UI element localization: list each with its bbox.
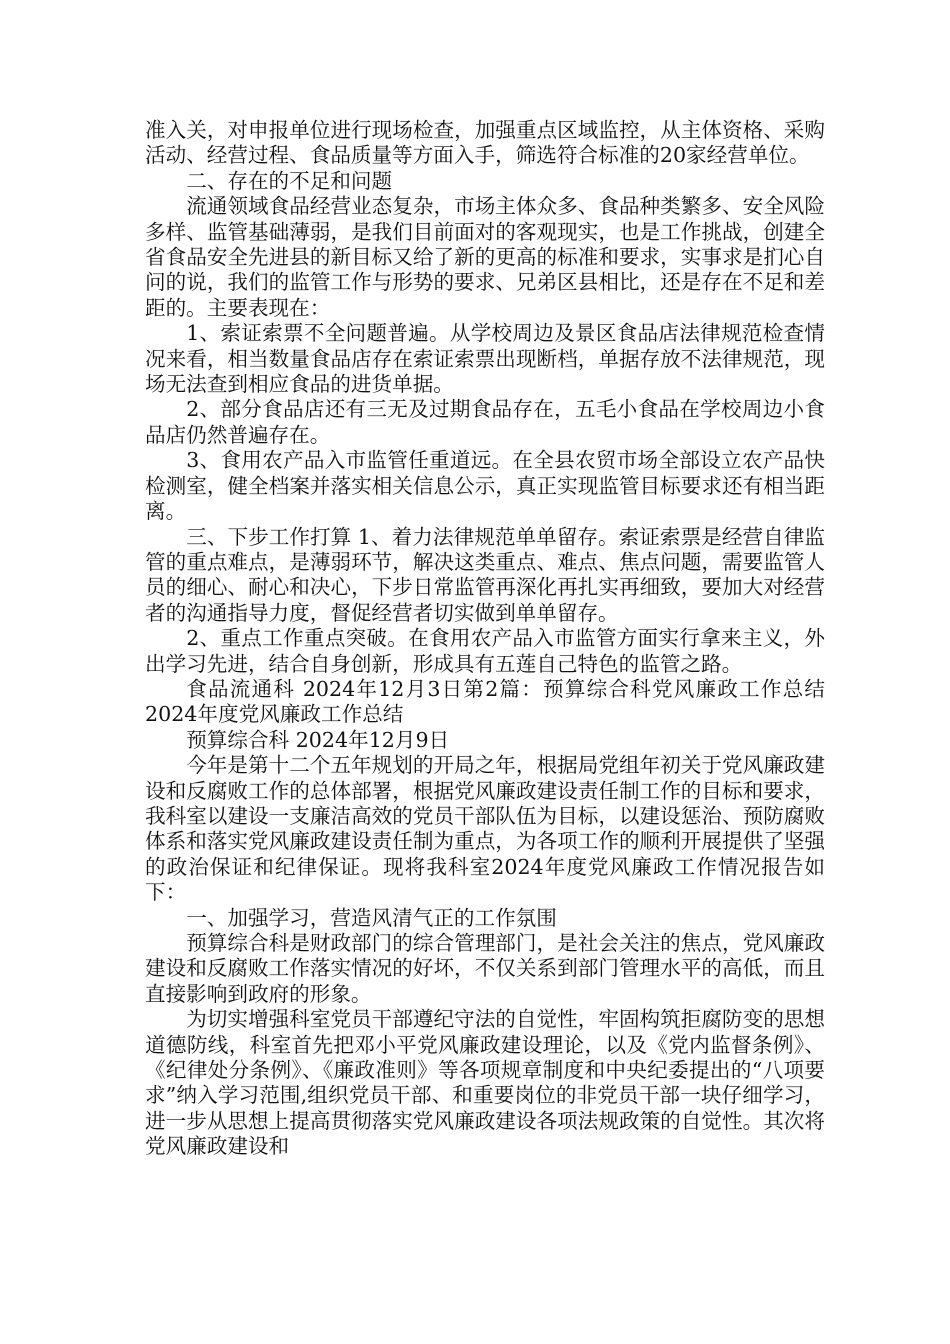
paragraph-7: 三、下步工作打算 1、着力法律规范单单留存。索证索票是经营自律监管的重点难点，是薄弱环节，解决这类重点、难点、焦点问题，需要监管人员的细心、耐心和决心，下步日常监管再深化再扎实再细致，要加大对经营者的沟通指导力度，督促经营者切实做到单单留存。 <box>145 524 825 625</box>
department-date-line: 预算综合科 2024年12月9日 <box>186 727 450 752</box>
paragraph-3: 流通领域食品经营业态复杂，市场主体众多、食品种类繁多、安全风险多样、监管基础薄弱，是我们目前面对的客观现实，也是工作挑战，创建全省食品安全先进县的新目标又给了新的更高的标准和要求，实事求是扪心自问的说，我们的监管工作与形势的要求、兄弟区县相比，还是存在不足和差距的。主要表现在： <box>145 194 825 320</box>
paragraph-6: 3、食用农产品入市监管任重道远。在全县农贸市场全部设立农产品快检测室，健全档案并落实相关信息公示，真正实现监管目标要求还有相当距离。 <box>145 448 825 524</box>
paragraph-13: 预算综合科是财政部门的综合管理部门，是社会关注的焦点，党风廉政建设和反腐败工作落实情况的好坏，不仅关系到部门管理水平的高低，而且直接影响到政府的形象。 <box>145 931 825 1006</box>
paragraph-14: 为切实增强科室党员干部遵纪守法的自觉性，牢固构筑拒腐防变的思想道德防线，科室首先把邓小平党风廉政建设理论，以及《党内监督条例》、《纪律处分条例》、《廉政准则》等各项规章制度和中央纪委提出的“八项要求”纳入学习范围,组织党员干部、和重要岗位的非党员干部一块仔细学习，进一步从思想上提高贯彻落实党风廉政建设各项法规政策的自觉性。其次将党风廉政建设和 <box>145 1007 825 1159</box>
document-page <box>145 118 825 1160</box>
paragraph-5: 2、部分食品店还有三无及过期食品存在，五毛小食品在学校周边小食品店仍然普遍存在。 <box>145 397 825 447</box>
section-heading-shortcomings: 二、存在的不足和问题 <box>186 168 393 193</box>
paragraph-8: 2、重点工作重点突破。在食用农产品入市监管方面实行拿来主义，外出学习先进，结合自身创新，形成具有五莲自己特色的监管之路。 <box>145 626 825 676</box>
section-heading-study: 一、加强学习，营造风清气正的工作氛围 <box>186 905 557 930</box>
paragraph-11: 今年是第十二个五年规划的开局之年，根据局党组年初关于党风廉政建设和反腐败工作的总体部署，根据党风廉政建设责任制工作的目标和要求，我科室以建设一支廉洁高效的党员干部队伍为目标，以建设惩治、预防腐败体系和落实党风廉政建设责任制为重点，为各项工作的顺利开展提供了坚强的政治保证和纪律保证。现将我科室2024年度党风廉政工作情况报告如下： <box>145 753 825 905</box>
signature-and-next-title: 食品流通科 2024年12月3日第2篇：预算综合科党风廉政工作总结2024年度党风廉政工作总结 <box>145 676 825 727</box>
paragraph-4: 1、索证索票不全问题普遍。从学校周边及景区食品店法律规范检查情况来看，相当数量食品店存在索证索票出现断档，单据存放不法律规范，现场无法查到相应食品的进货单据。 <box>145 321 825 397</box>
paragraph-1: 准入关，对申报单位进行现场检查，加强重点区域监控，从主体资格、采购活动、经营过程、食品质量等方面入手，筛选符合标准的20家经营单位。 <box>145 118 825 168</box>
